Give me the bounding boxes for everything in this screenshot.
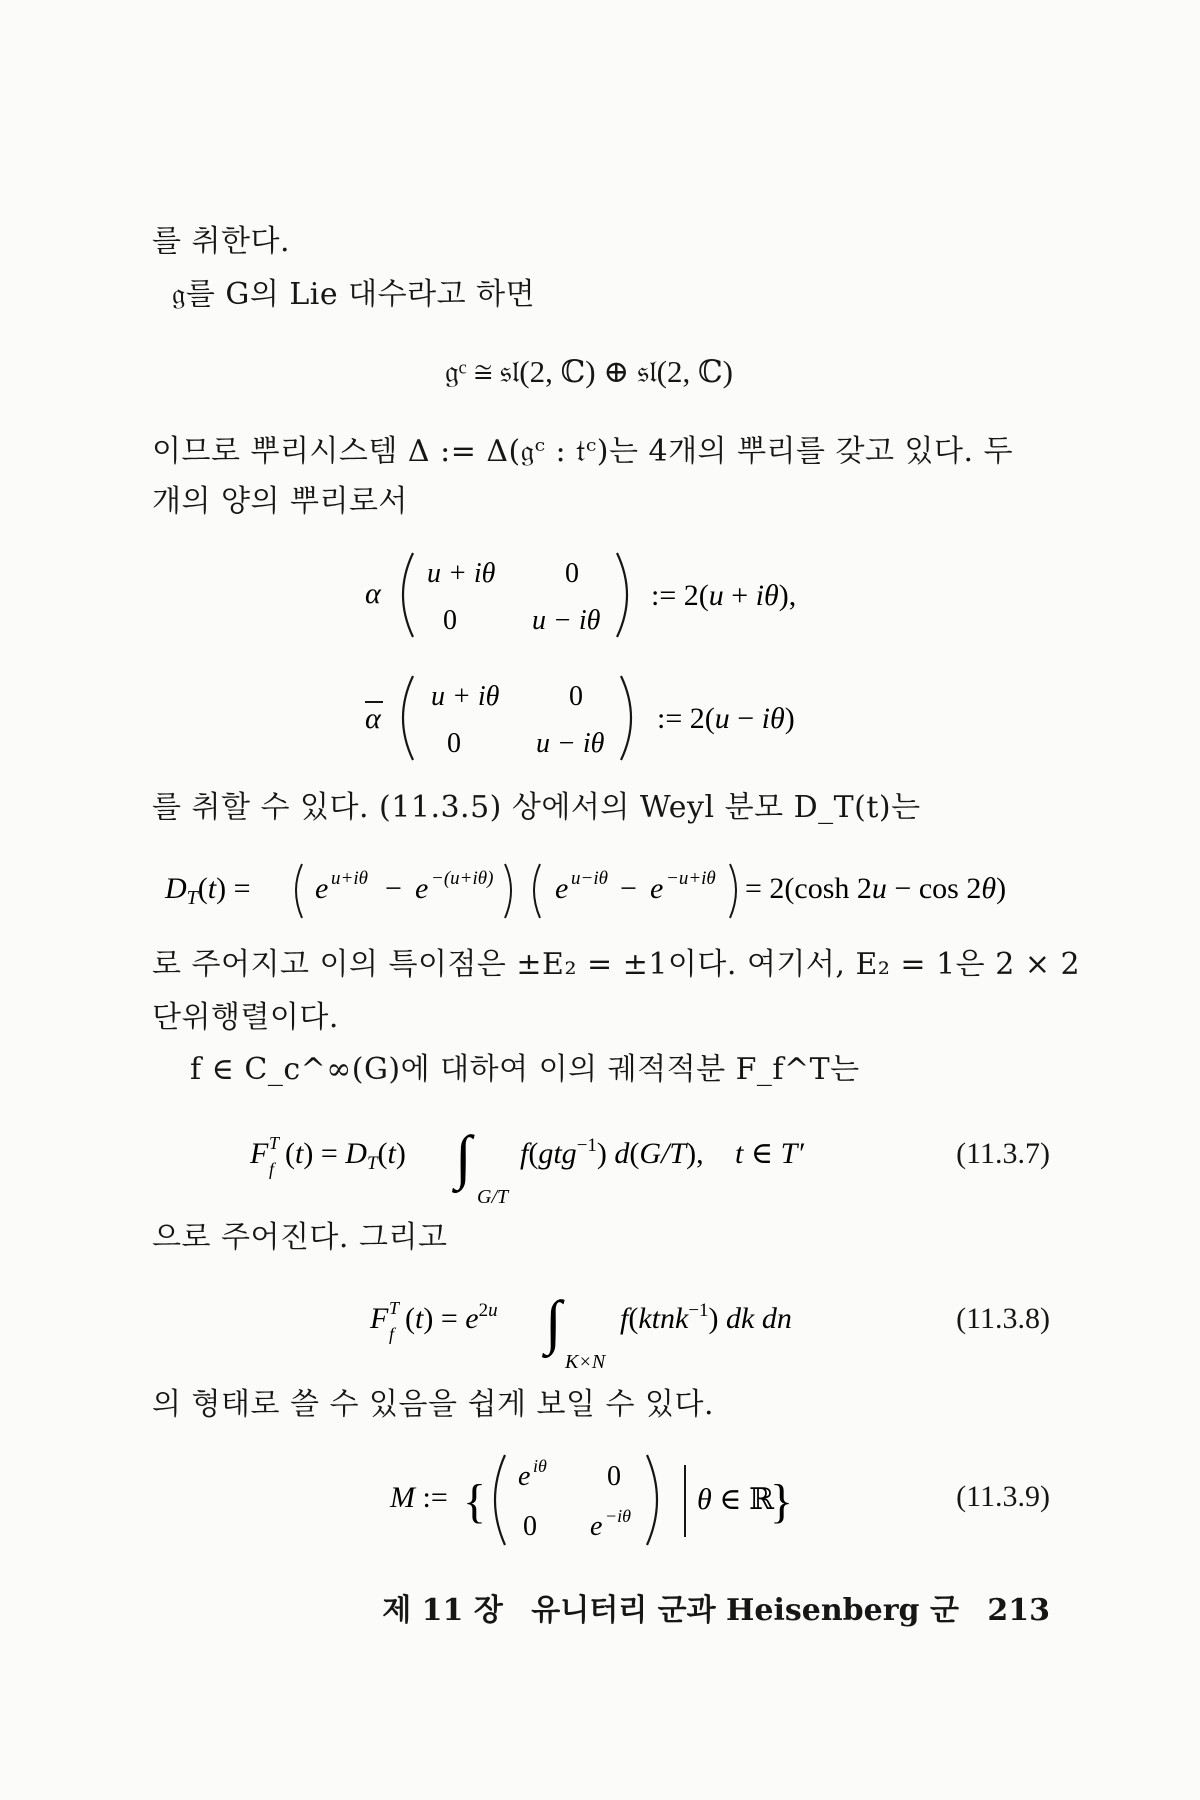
- svg-text:F: F: [370, 1302, 389, 1335]
- svg-text:iθ: iθ: [533, 1456, 547, 1476]
- svg-text:−u+iθ: −u+iθ: [666, 868, 716, 889]
- svg-text:= 2(cosh 2u − cos 2θ): = 2(cosh 2u − cos 2θ): [745, 872, 1007, 905]
- svg-text:∫: ∫: [455, 1124, 472, 1190]
- svg-text:0: 0: [569, 681, 583, 712]
- svg-text:0: 0: [607, 1461, 621, 1492]
- svg-text:K×N: K×N: [565, 1351, 606, 1373]
- svg-text:u + iθ: u + iθ: [431, 681, 500, 712]
- equation-orbital-integral: [245, 1115, 825, 1210]
- svg-text:}: }: [770, 1475, 794, 1528]
- svg-text:e: e: [415, 872, 429, 905]
- svg-text:G/T: G/T: [477, 1186, 509, 1208]
- equation-number-11-3-9: (11.3.9): [956, 1480, 1050, 1513]
- text-line-6: 로 주어지고 이의 특이점은 ±E₂ = ±1이다. 여기서, E₂ = 1은 2 × 2: [152, 947, 1081, 982]
- svg-text:{: {: [463, 1475, 487, 1528]
- svg-text:f(ktnk−1) dk dn: f(ktnk$^{-1}$) dk dn: [620, 1300, 792, 1335]
- text-line-1: 를 취한다.: [152, 224, 290, 259]
- svg-text:T: T: [269, 1133, 280, 1153]
- svg-text:e: e: [555, 872, 569, 905]
- text-line-7: 단위행렬이다.: [152, 1000, 339, 1035]
- svg-text:e: e: [518, 1461, 531, 1492]
- svg-text:e: e: [315, 872, 329, 905]
- svg-text:DT(t) =: $D_T(t)$ =: [165, 872, 251, 909]
- svg-text:0: 0: [443, 605, 457, 636]
- svg-text:∫: ∫: [545, 1289, 562, 1355]
- svg-text:f(gtg−1) d(G/T),: f(gtg$^{-1}$) d(G/T),: [520, 1135, 704, 1170]
- text-line-5: 를 취할 수 있다. (11.3.5) 상에서의 Weyl 분모 D_T(t)는: [152, 790, 921, 825]
- svg-text:(t) = DT(t): $(t) = D_T(t)$: [285, 1137, 406, 1174]
- svg-text:u − iθ: u − iθ: [532, 605, 601, 636]
- equation-alpha: [355, 545, 875, 645]
- equation-subgroup-m: [385, 1445, 825, 1555]
- svg-text:F: F: [250, 1137, 269, 1170]
- text-line-4: 개의 양의 뿌리로서: [152, 484, 408, 519]
- svg-text::= 2(u − iθ): := 2(u − iθ): [657, 702, 795, 735]
- text-line-9: 으로 주어진다. 그리고: [152, 1220, 448, 1255]
- equation-complexification: 𝔤ᶜ ≅ 𝔰𝔩(2, ℂ) ⊕ 𝔰𝔩(2, ℂ): [445, 354, 733, 389]
- svg-text:θ ∈ ℝ: θ ∈ ℝ: [697, 1483, 774, 1516]
- svg-text:−(u+iθ): −(u+iθ): [431, 868, 494, 889]
- svg-text:−: −: [620, 872, 637, 905]
- equation-integral-kxn: [365, 1280, 845, 1375]
- svg-text:α: α: [365, 577, 381, 610]
- svg-text:0: 0: [447, 728, 461, 759]
- svg-text:u + iθ: u + iθ: [427, 558, 496, 589]
- equation-number-11-3-8: (11.3.8): [956, 1302, 1050, 1335]
- svg-text:0: 0: [565, 558, 579, 589]
- svg-text:0: 0: [523, 1511, 537, 1542]
- text-line-3: 이므로 뿌리시스템 Δ := Δ(𝔤ᶜ : 𝔱ᶜ)는 4개의 뿌리를 갖고 있다. 두: [152, 434, 1014, 469]
- page-number: 213: [987, 1593, 1050, 1628]
- svg-text:(t) = e2u: $(t) = e^{2u}$: [405, 1300, 498, 1335]
- text-line-8: f ∈ C_c^∞(G)에 대하여 이의 궤적적분 F_f^T는: [190, 1052, 860, 1087]
- svg-text:f: f: [389, 1324, 395, 1344]
- svg-text:e: e: [650, 872, 664, 905]
- text-line-10: 의 형태로 쓸 수 있음을 쉽게 보일 수 있다.: [152, 1387, 715, 1422]
- svg-text:f: f: [269, 1159, 275, 1179]
- text-line-2: 𝔤를 G의 Lie 대수라고 하면: [172, 277, 536, 312]
- svg-text:−: −: [385, 872, 402, 905]
- svg-text:e: e: [590, 1511, 603, 1542]
- footer-chapter: 제 11 장: [382, 1593, 503, 1628]
- svg-text:M :=: M :=: [390, 1481, 448, 1514]
- svg-text::= 2(u + iθ),: := 2(u + iθ),: [651, 579, 797, 612]
- svg-text:T: T: [389, 1298, 400, 1318]
- footer-title: 유니터리 군과 Heisenberg 군: [531, 1593, 959, 1628]
- svg-text:t ∈ T′: t ∈ T′: [735, 1137, 804, 1170]
- page-footer: [364, 1585, 1050, 1629]
- svg-text:−iθ: −iθ: [605, 1506, 631, 1526]
- svg-text:α: α: [365, 702, 381, 735]
- equation-weyl-denominator: [160, 850, 1060, 925]
- svg-text:u+iθ: u+iθ: [331, 868, 368, 889]
- svg-text:u−iθ: u−iθ: [571, 868, 608, 889]
- equation-alpha-bar: [355, 668, 875, 768]
- svg-text:u − iθ: u − iθ: [536, 728, 605, 759]
- equation-number-11-3-7: (11.3.7): [956, 1137, 1050, 1170]
